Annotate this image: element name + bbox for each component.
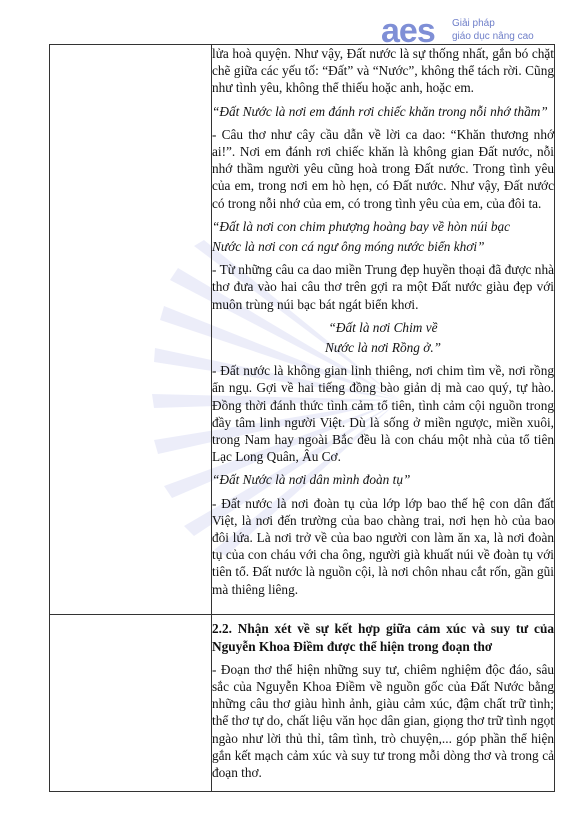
left-column-cell <box>50 615 212 792</box>
logo-tagline-line2: giáo dục nâng cao <box>452 31 534 42</box>
poem-quote: Nước là nơi Rồng ở.” <box>324 340 442 356</box>
right-column-cell <box>212 45 555 615</box>
brand-logo <box>381 14 571 48</box>
right-column-cell <box>212 615 555 792</box>
paragraph: lửa hoà quyện. Như vậy, Đất nước là sự thống nhất, gắn bó chặt chẽ giữa các yếu tố: “Đất” và “Nước”, không thể tách rời. Cũng như tình yêu, không thể thiếu hoặc anh, hoặc em. <box>212 46 554 96</box>
poem-quote: “Đất là nơi con chim phượng hoàng bay về hòn núi bạc <box>212 218 511 234</box>
poem-quote: Nước là nơi con cá ngư ông móng nước biển khơi” <box>212 239 485 255</box>
poem-quote: “Đất Nước là nơi em đánh rơi chiếc khăn trong nỗi nhớ thầm” <box>212 103 548 119</box>
poem-quote: “Đất Nước là nơi dân mình đoàn tụ” <box>212 472 411 488</box>
logo-tagline <box>452 17 534 43</box>
content-table <box>49 44 555 792</box>
poem-quote: “Đất là nơi Chim về <box>328 319 438 335</box>
paragraph: - Câu thơ như cây cầu dẫn về lời ca dao: “Khăn thương nhớ ai!”. Nơi em đánh rơi chiếc khăn là không gian Đất nước, nỗi nhớ thầm người yêu cũng hoà trong Đất nước. Trong tình yêu của em, trong nơi em hò hẹn, có Đất nước. Như vậy, Đất nước có trong nỗi nhớ của em, có trong tình yêu của em, của đôi ta. <box>212 126 554 211</box>
left-column-cell <box>50 45 212 615</box>
section-heading: 2.2. Nhận xét về sự kết hợp giữa cảm xúc và suy tư của Nguyễn Khoa Điềm được thể hiện trong đoạn thơ <box>212 621 554 654</box>
paragraph: - Đoạn thơ thể hiện những suy tư, chiêm nghiệm độc đáo, sâu sắc của Nguyễn Khoa Điềm về nguồn gốc của Đất Nước bằng những câu thơ giàu hình ảnh, giàu cảm xúc, đậm chất trữ tình; thể thơ tự do, chất liệu văn học dân gian, giọng thơ trữ tình ngọt ngào như lời thủ thỉ, tâm tình, trò chuyện,... góp phần thể hiện gắn kết mạch cảm xúc và suy tư trong mỗi dòng thơ và trong cả đoạn thơ. <box>212 661 554 780</box>
paragraph: - Đất nước là không gian linh thiêng, nơi chim tìm về, nơi rồng ẩn ngụ. Gợi về hai tiếng đồng bào giản dị mà cao quý, tự hào. Đồng thời đánh thức tình cảm tổ tiên, tình cảm cội nguồn trong đầy tâm linh người Việt. Dù là sống ở miền ngược, miền xuôi, trong Nam hay ngoài Bắc đều là con cháu một nhà của tổ tiên Lạc Long Quân, Âu Cơ. <box>212 363 554 465</box>
paragraph: - Từ những câu ca dao miền Trung đẹp huyền thoại đã được nhà thơ đưa vào hai câu thơ trên gợi ra một Đất nước giàu đẹp với muôn trùng núi bạc bát ngát biển khơi. <box>212 262 554 312</box>
logo-mark: aes <box>381 12 435 50</box>
paragraph: - Đất nước là nơi đoàn tụ của lớp lớp bao thế hệ con dân đất Việt, là nơi đến trường của bao chàng trai, nơi hẹn hò của bao đôi lứa. Là nơi trở về của bao người con làm ăn xa, là nơi đoàn tụ của con cháu với cha ông, người già khuất núi về đoàn tụ với tiên tổ. Đất nước là nguồn cội, là nơi chôn nhau cắt rốn, gần gũi mà thiêng liêng. <box>212 495 554 597</box>
logo-tagline-line1: Giải pháp <box>452 18 495 29</box>
